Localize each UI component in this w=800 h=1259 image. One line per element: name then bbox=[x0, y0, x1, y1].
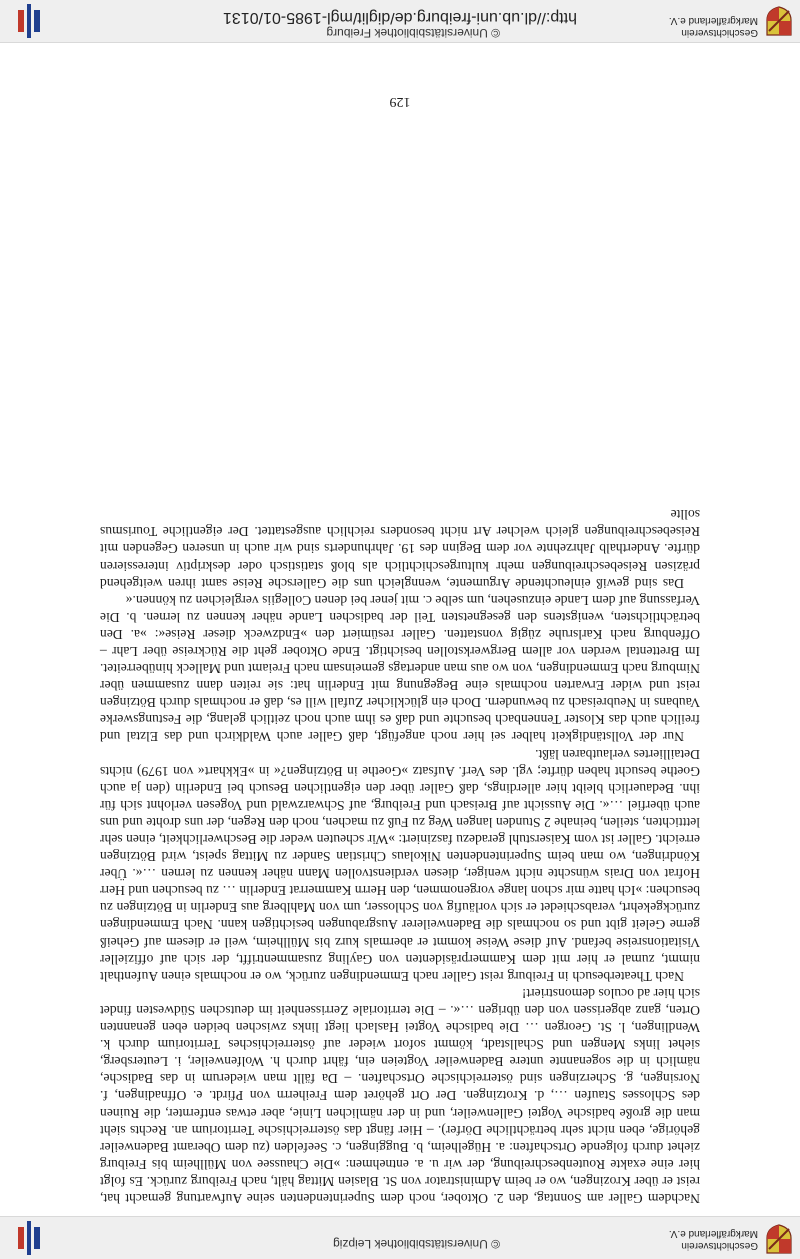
paragraph: Nur der Vollständigkeit halber sei hier noch angefügt, daß Galler auch Waldkirch und das Elztal und freilich auch das Kloster Tennenbach besuchte und daß es ihm auch noch zeitlich gelang, die Festungswerke Vaubans in Neubreisach zu bewundern. Doch ein glücklicher Zufall will es, daß er nochmals durch Bötzingen reist und wider Erwarten nochmals eine Begegnung mit Enderlin hat: sie reiten dann zusammen über Nimburg nach Emmendingen, von wo aus man andertags gemeinsam nach Freiamt und Malleck hinüberreitet. Im Brettental werden vor allem Bergwerkstollen besichtigt. Ende Oktober geht die Rückreise über Lahr – Offenburg nach Karlsruhe zügig vonstatten. Galler resümiert den »Endzweck dieser Reise«: »a. Den beträchtlichsten, wenigstens den gesegnetsten Teil der badischen Lande näher kennen zu lernen. b. Die Verfassung auf dem Lande einzusehen, um selbe c. mit jener bei denen Collegiis vergleichen zu können.« bbox=[100, 592, 700, 745]
paragraph: Das sind gewiß einleuchtende Argumente, wenngleich uns die Gallersche Reise samt ihren weitgehend präzisen Reisebeschreibungen mehr kulturgeschichtlich als bloß statistisch oder deskriptiv interessieren dürfte. Anderthalb Jahrzehnte vor dem Beginn des 19. Jahrhunderts sind wir auch in unseren Gegenden mit Reisebeschreibungen gleich welcher Art nicht besonders reichlich ausgestattet. Der eigentliche Tourismus sollte bbox=[100, 507, 700, 591]
page-number: 129 bbox=[389, 94, 411, 109]
header-bar bbox=[0, 1216, 800, 1259]
header-org-line1: Geschichtsverein bbox=[681, 1240, 758, 1251]
library-mark-icon bbox=[16, 4, 42, 38]
footer-bar bbox=[0, 0, 800, 43]
library-mark-icon bbox=[16, 1221, 42, 1255]
paragraph: Nachdem Galler am Sonntag, den 2. Oktober, noch dem Superintendenten seine Aufwartung gemacht hat, reist er über Krozingen, wo er beim Administrator von St. Blasien Mittag hält, nach Freiburg zurück. Es folgt hier eine exakte Routenbeschreibung, der wir u. a. entnehmen: »Die Chaussee von Müllheim bis Freiburg ziehet durch folgende Ortschaften: a. Hügelheim, b. Buggingen, c. Seefelden (zu dem Oberamt Badenweiler gehörige, eben nicht sehr beträchtliche Dörfer). – Hier fängt das österreichische Territorium an. Rechts sieht man die große badische Vogtei Gallenweiler, und in der nämlichen Linie, aber etwas entfernter, die Ruinen des Schlosses Staufen …, d. Krotzingen. Der Ort gehöret dem Freiherrn von Pfirdt. e. Offnadingen, f. Norsingen, g. Scherzingen sind österreichische Ortschaften. – Da fällt man wiederum in das Badische, nämlich in die sogenannte untere Badenweiler Vogteien ein, fährt durch h. Wolfenweiler, i. Leutersberg, siehet links Mengen und Schallstadt, kömmt sofort wieder auf österreichisches Territorium durch k. Wendlingen, l. St. Georgen … Die badische Vogtei Haslach liegt links zwischen beiden eben genannten Orten, ganz abgerissen von den übrigen …«. – Die territoriale Zerrissenheit im deutschen Südwesten findet sich hier ad oculos demonstriert! bbox=[100, 985, 700, 1206]
footer-org-line2: Markgräflerland e.V. bbox=[668, 15, 758, 26]
footer-org-line1: Geschichtsverein bbox=[681, 27, 758, 38]
paragraph: Nach Theaterbesuch in Freiburg reist Galler nach Emmendingen zurück, wo er nochmals einen Aufenthalt nimmt, zumal er hier mit dem Kammerpräsidenten von Gayling zusammentrifft, der sich auf offizieller Visitationsreise befand. Auf diese Weise kommt er abermals kurz bis Müllheim, weil er diesem auf Geheiß gerne Geleit gibt und so nochmals die Badenweilerer Ausgrabungen besichtigen kann. Nach Emmendingen zurückgekehrt, verabschiedet er sich vorläufig von Schlosser, um von Mahlberg aus Enderlin in Bötzingen zu besuchen: »Ich hatte mir schon lange vorgenommen, den Herrn Kammerrat Enderlin … zu besuchen und Herr Hofrat von Drais wünschte nicht weniger, diesen verdienstvollen Mann näher kennen zu lernen …«. Über Köndringen, wo man beim Superintendenten Nikolaus Christian Sander zu Mittag speist, wird Bötzingen erreicht. Galler ist vom Kaiserstuhl geradezu fasziniert: »Wir scheuten weder die Beschwerlichkeit, einen sehr letttichten, steilen, beinahe 2 Stunden langen Weg zu Fuß zu machen, noch den Regen, der uns drohte und uns auch überfiel …«. Die Aussicht auf Breisach und Freiburg, auf Schwarzwald und Vogesen verlohnt sich für ihn. Bedauerlich bleibt hier allerdings, daß Galler über den eigentlichen Besuch bei Enderlin (den ja auch Goethe besucht haben dürfte; vgl. des Verf. Aufsatz »Goethe in Bötzingen?« in »Ekkhart« von 1979) nichts Detailliertes verlautbaren läßt. bbox=[100, 746, 700, 984]
permalink-url[interactable]: http://dl.ub.uni-freiburg.de/diglit/mgl-1985-01/0131 bbox=[223, 9, 577, 26]
header-org-name bbox=[669, 1227, 758, 1251]
society-crest-icon bbox=[766, 1224, 792, 1254]
footer-library-credit: © Universitätsbibliothek Freiburg bbox=[326, 26, 500, 40]
body-text bbox=[100, 506, 700, 1207]
header-org-line2: Markgräflerland e.V. bbox=[668, 1228, 758, 1239]
header-library-credit: © Universitätsbibliothek Leipzig bbox=[333, 1237, 500, 1251]
